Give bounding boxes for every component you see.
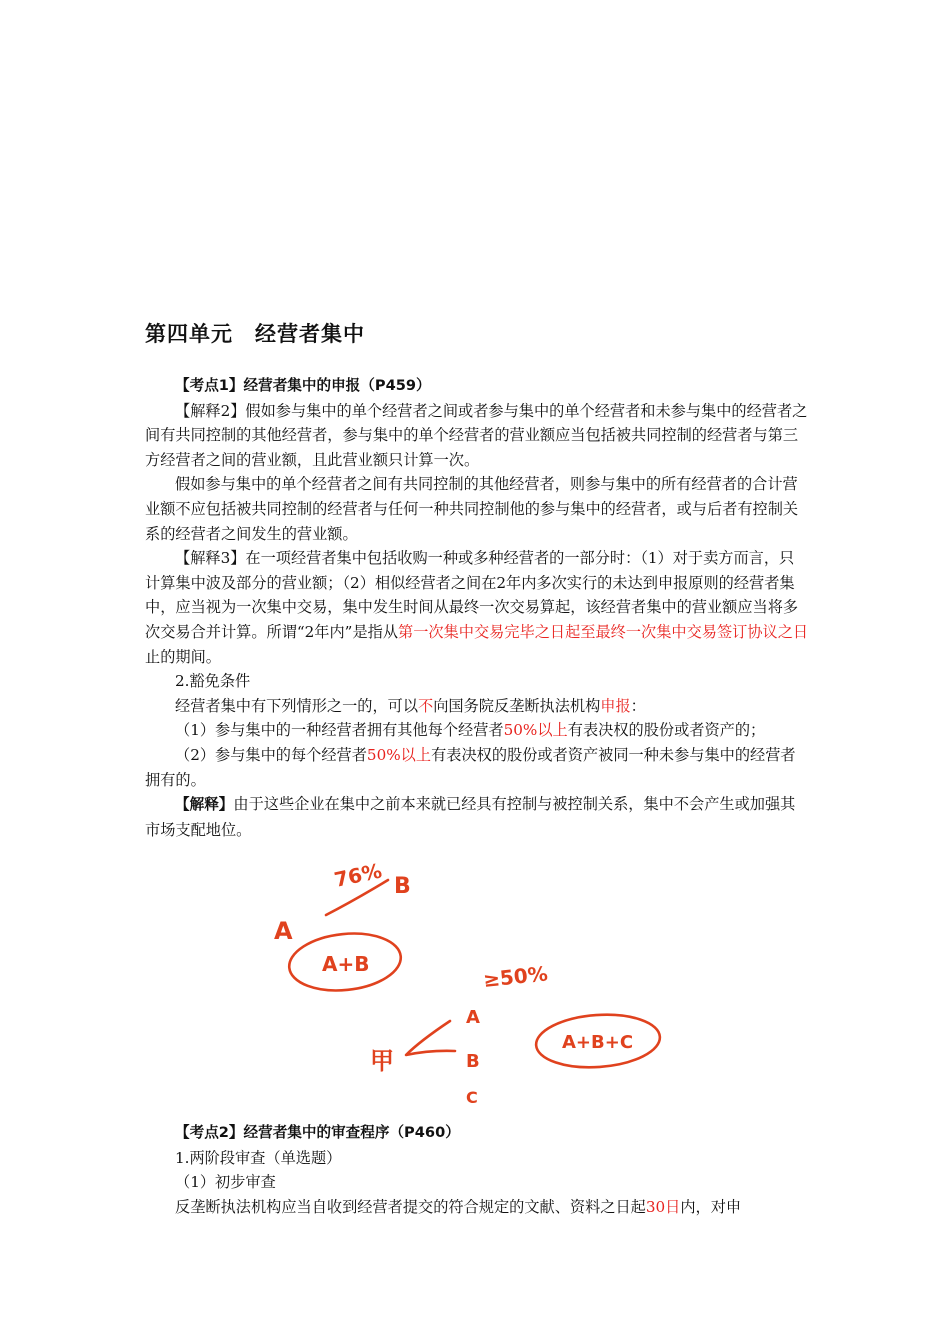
section-kp1 xyxy=(145,374,809,842)
exp3-highlight: 第一次集中交易完毕之日起至最终一次集中交易签订协议之日 xyxy=(398,622,809,641)
sketch-branch-lines xyxy=(406,1021,455,1055)
exemption-intro-highlight-report: 申报 xyxy=(600,696,631,715)
kp2-line-3-highlight: 30日 xyxy=(645,1197,681,1216)
kp2-heading: 【考点2】经营者集中的审查程序（P460） xyxy=(175,1124,460,1141)
item1-text-a: （1）参与集中的一种经营者拥有其他每个经营者 xyxy=(175,721,504,740)
exemption-intro-a: 经营者集中有下列情形之一的，可以 xyxy=(175,696,418,715)
item2-highlight: 50%以上 xyxy=(366,745,432,764)
exemption-item-2 xyxy=(145,743,809,792)
sketch-pct-76: 76% xyxy=(332,858,384,892)
exemption-intro xyxy=(145,694,809,719)
kp2-line-3 xyxy=(145,1195,809,1220)
section-kp2 xyxy=(145,1121,809,1219)
exp2-paragraph-2: 假如参与集中的单个经营者之间有共同控制的其他经营者，则参与集中的所有经营者的合计营业额不应包括被共同控制的经营者与任何一种共同控制他的参与集中的经营者，或与后者有控制关系的经营者之间发生的营业额。 xyxy=(145,475,799,543)
sketch-letter-c-2: C xyxy=(466,1088,478,1107)
kp2-line-3-b: 内，对申 xyxy=(680,1197,742,1216)
item2-text-b: 有表决权的股份或者资产被同一种未参与集中的经营者拥有的。 xyxy=(145,745,796,789)
explain-label: 【解释】 xyxy=(175,796,234,814)
exemption-intro-c: ： xyxy=(630,696,646,715)
item1-text-b: 有表决权的股份或者资产的； xyxy=(567,721,766,740)
kp2-line-3-a: 反垄断执法机构应当自收到经营者提交的符合规定的文献、资料之日起 xyxy=(175,1197,646,1216)
sketch-letter-a-2: A xyxy=(466,1007,480,1028)
exemption-intro-highlight-not: 不 xyxy=(418,696,434,715)
kp1-heading: 【考点1】经营者集中的申报（P459） xyxy=(175,377,431,394)
exp2-paragraph-1: 【解释2】假如参与集中的单个经营者之间或者参与集中的单个经营者和未参与集中的经营者之间有共同控制的其他经营者，参与集中的单个经营者的营业额应当包括被共同控制的经营者与第三方经营者之间的营业额，且此营业额只计算一次。 xyxy=(145,401,808,469)
sketch-letter-b-1: B xyxy=(394,874,411,899)
exemption-explain xyxy=(145,792,809,842)
exemption-item-1 xyxy=(145,718,809,743)
unit-title: 第四单元 经营者集中 xyxy=(145,322,365,346)
exp3-text-before: 【解释3】在一项经营者集中包括收购一种或多种经营者的一部分时：（1）对于卖方而言，只计算集中波及部分的营业额；（2）相似经营者之间在2年内多次实行的未达到申报原则的经营者集中，应当视为一次集中交易，集中发生时间从最终一次交易算起，该经营者集中的营业额应当将多次交易合并计算。所谓“2年内”是指从 xyxy=(145,549,799,641)
exemption-heading: 2.豁免条件 xyxy=(175,672,251,691)
sketch-label-ab: A+B xyxy=(322,952,370,976)
kp2-line-2: （1）初步审查 xyxy=(175,1173,276,1192)
sketch-pct-50: ≥50% xyxy=(482,961,549,992)
sketch-letter-b-2: B xyxy=(466,1051,480,1072)
sketch-label-abc: A+B+C xyxy=(562,1032,634,1053)
sketch-letter-a-1: A xyxy=(274,917,293,945)
kp2-line-1: 1.两阶段审查（单选题） xyxy=(175,1148,342,1167)
explain-text: 由于这些企业在集中之前本来就已经具有控制与被控制关系，集中不会产生或加强其市场支配地位。 xyxy=(145,795,796,839)
item2-text-a: （2）参与集中的每个经营者 xyxy=(175,745,367,764)
handwritten-sketch xyxy=(260,845,700,1115)
item1-highlight: 50%以上 xyxy=(503,721,568,740)
sketch-jia: 甲 xyxy=(370,1047,394,1075)
exp3-paragraph xyxy=(145,546,809,669)
exemption-intro-b: 向国务院反垄断执法机构 xyxy=(433,696,601,715)
exp3-text-after: 止的期间。 xyxy=(145,647,221,666)
